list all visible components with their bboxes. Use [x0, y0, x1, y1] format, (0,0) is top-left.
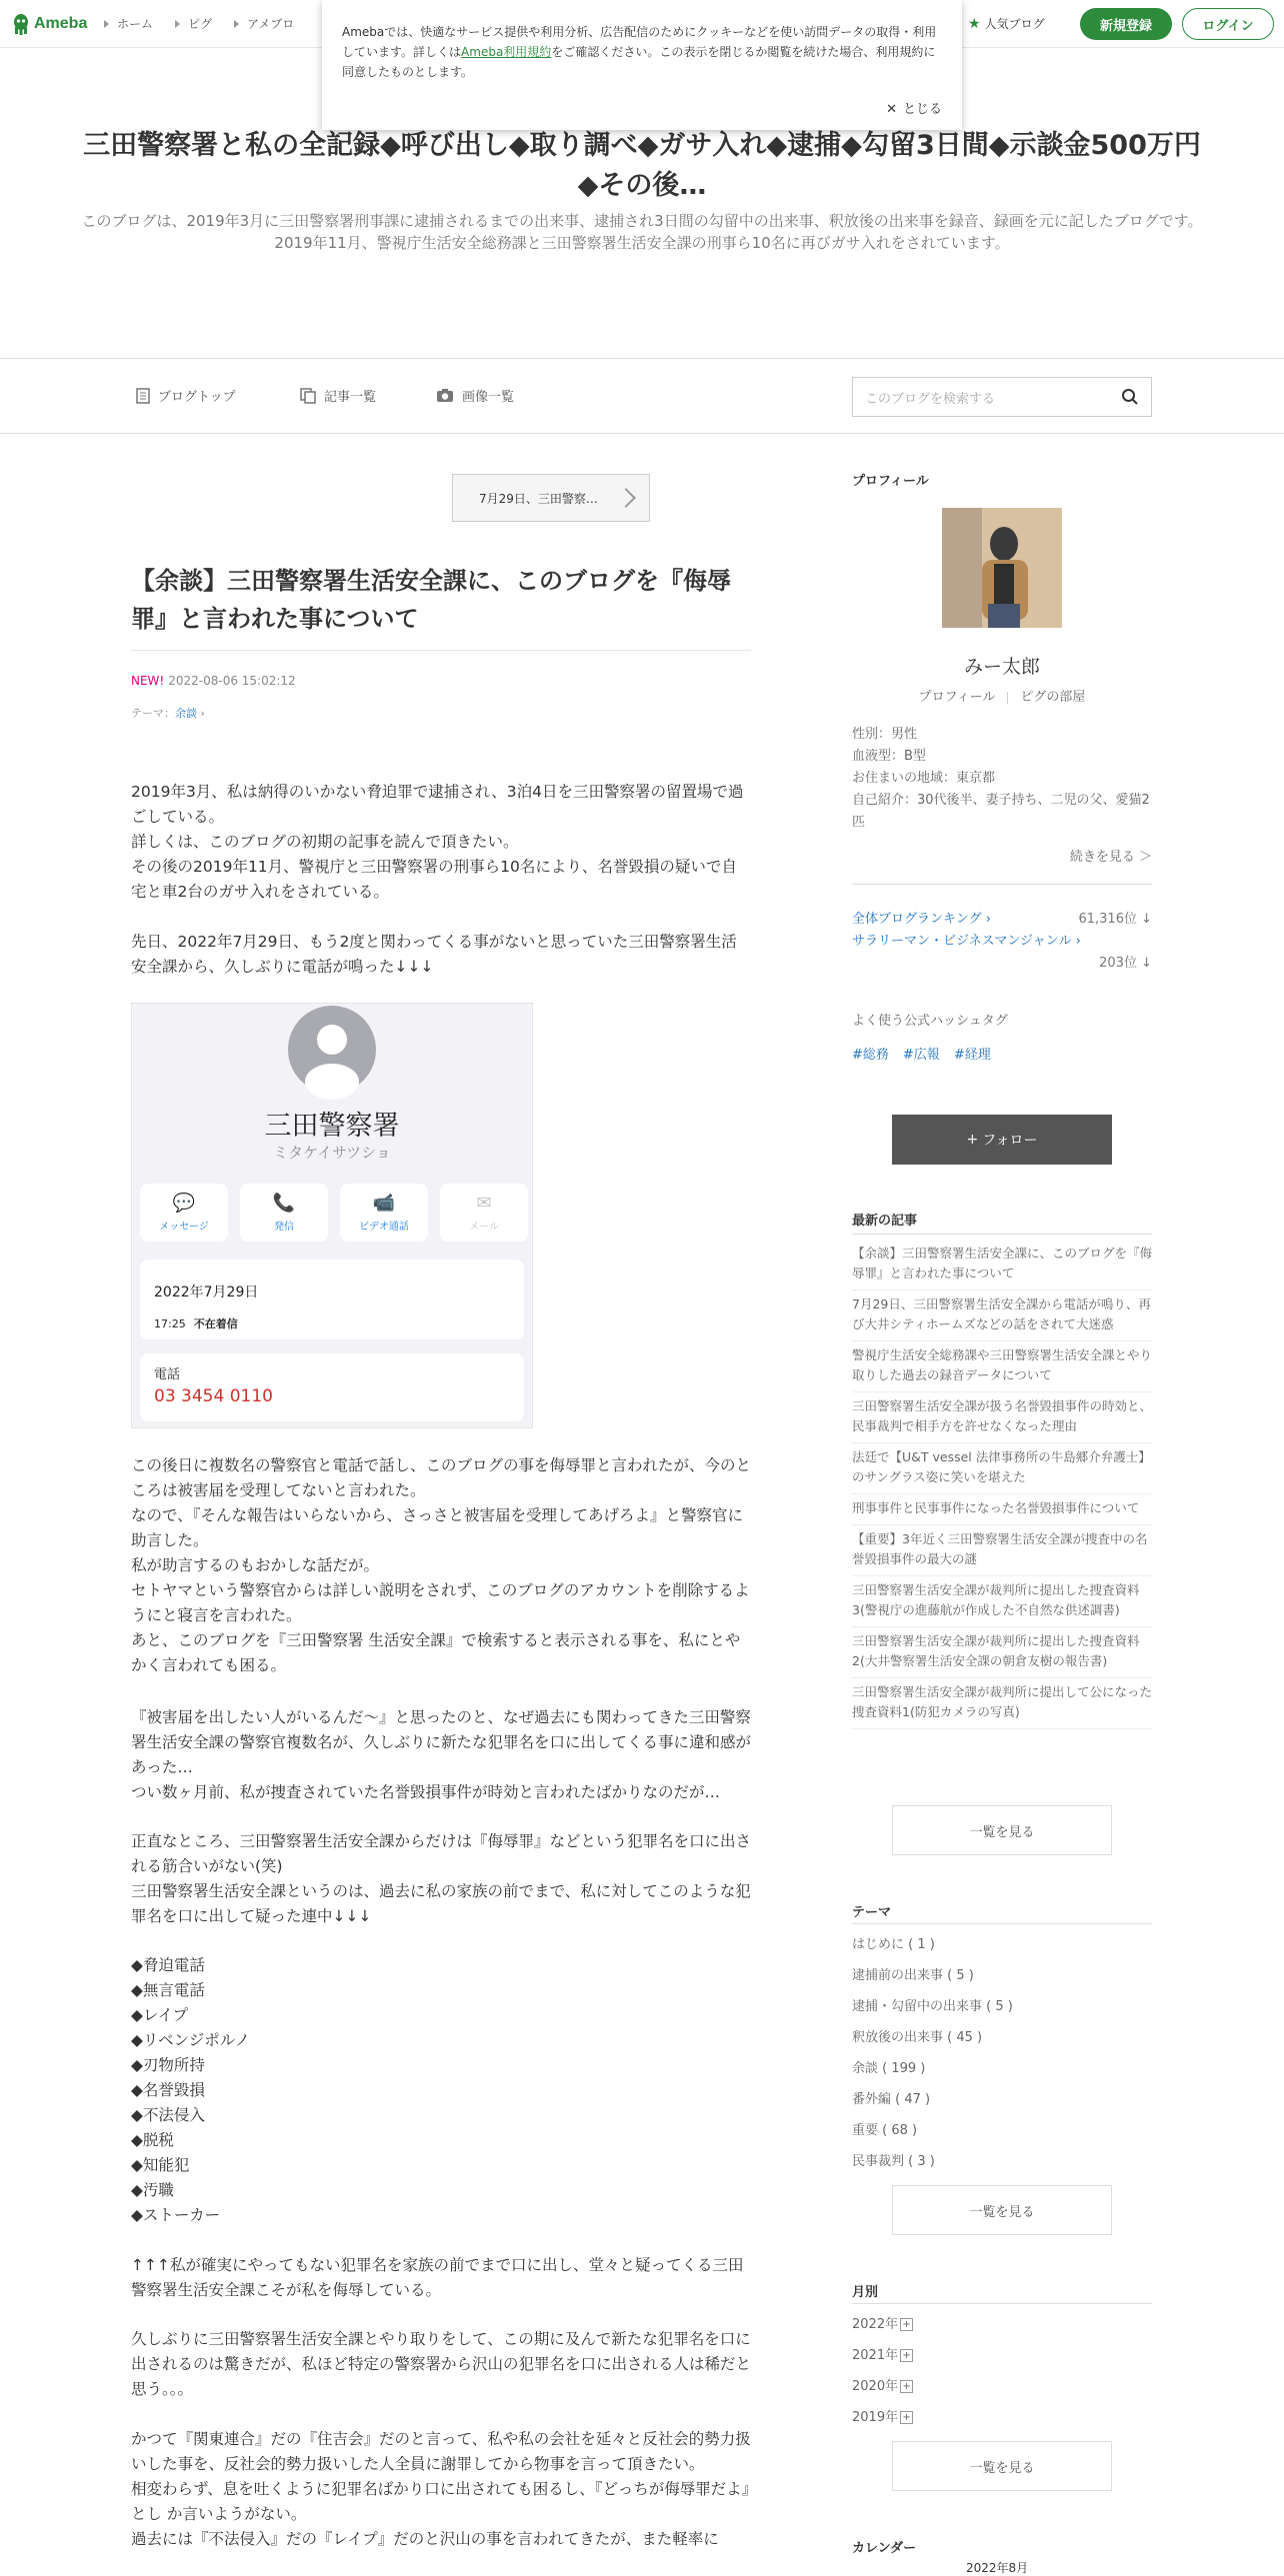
contact-avatar-icon [288, 1006, 376, 1094]
document-icon [136, 388, 150, 404]
text-line: セトヤマという警察官からは詳しい説明をされず、このブログのアカウントを削除するようにと寝言を言われた。 [131, 1581, 750, 1624]
list-item: ◆刃物所持 [131, 2056, 205, 2074]
article-datetime: 2022-08-06 15:02:12 [168, 674, 296, 688]
phone-icon: 📞 [272, 1193, 296, 1214]
call-time: 17:25 [154, 1317, 186, 1330]
recent-article-link[interactable]: 刑事事件と民事事件になった名誉毀損事件について [852, 1494, 1152, 1525]
crown-icon: ★ [968, 15, 981, 32]
list-item: ◆ストーカー [131, 2206, 221, 2224]
article-paragraph: 久しぶりに三田警察署生活安全課とやり取りをして、この期に及んで新たな犯罪名を口に出されるのは驚きだが、私ほど特定の警察署から沢山の犯罪名を口に出される人は稀だと思う。。。 [131, 2330, 752, 2398]
chevron-right-icon [104, 20, 109, 28]
text-line: 三田警察署生活安全課というのは、過去に私の家族の前でまで、私に対してこのような犯罪名を口に出して疑った連中↓↓↓ [131, 1882, 751, 1925]
contact-name: 三田警察署 [264, 1111, 400, 1142]
copy-icon [300, 388, 316, 404]
theme-list [852, 1929, 1152, 2177]
list-item: ◆汚職 [131, 2181, 174, 2199]
chevron-right-icon [175, 20, 180, 28]
calendar-heading: カレンダー [852, 2541, 917, 2556]
nav-ameblo[interactable] [234, 15, 294, 32]
call-details-card [140, 1260, 524, 1339]
cookie-close-label: とじる [902, 102, 942, 117]
ameba-logo[interactable] [12, 12, 87, 36]
list-item: ◆無言電話 [131, 1981, 205, 1999]
text-line: 詳しくは、このブログの初期の記事を読んで頂きたい。 [131, 833, 519, 851]
theme-link[interactable]: 余談 [175, 707, 197, 720]
month-archive [852, 2309, 1152, 2433]
list-item: ◆名誉毀損 [131, 2081, 205, 2099]
recent-article-link[interactable]: 7月29日、三田警察署生活安全課から電話が鳴り、再び大井シティホームズなどの話をされて大迷惑 [852, 1290, 1152, 1341]
video-action [340, 1184, 428, 1242]
theme-item[interactable]: 重要 ( 68 ) [852, 2123, 918, 2138]
text-line: その後の2019年11月、警視庁と三田警察署の刑事ら10名により、名誉毀損の疑いで自宅と車2台のガサ入れをされている。 [131, 858, 737, 901]
theme-list-button[interactable]: 一覧を見る [892, 2185, 1112, 2235]
recent-article-link[interactable]: 法廷で【U&T vessel 法律事務所の牛島郷介弁護士】のサングラス姿に笑いを堪えた [852, 1443, 1152, 1494]
theme-prefix: テーマ： [131, 707, 175, 720]
expand-icon[interactable]: + [900, 2349, 913, 2362]
crime-list [131, 1953, 751, 2228]
divider [852, 884, 1152, 885]
video-icon: 📹 [372, 1193, 396, 1214]
profile-info-line: 自己紹介：30代後半、妻子持ち、二児の父、愛猫2匹 [852, 793, 1150, 830]
nav-ameblo-label: アメブロ [247, 17, 295, 31]
theme-item[interactable]: 逮捕・勾留中の出来事 ( 5 ) [852, 1999, 1013, 2014]
nav-home-label: ホーム [117, 17, 154, 31]
divider [852, 1234, 1152, 1235]
profile-heading: プロフィール [852, 474, 929, 489]
tab-blog-top[interactable] [136, 386, 236, 405]
prev-article-label: 7月29日、三田警察… [479, 491, 598, 506]
recent-article-link[interactable]: 警視庁生活安全総務課や三田警察署生活安全課とやり取りした過去の録音データについて [852, 1341, 1152, 1392]
text-line: 正直なところ、三田警察署生活安全課からだけは『侮辱罪』などという犯罪名を口に出される筋合いがない(笑) [131, 1832, 752, 1875]
recent-article-link[interactable]: 三田警察署生活安全課が裁判所に提出した捜査資料3(警視庁の進藤航が作成した不自然な供述調書) [852, 1576, 1152, 1627]
text-line: なので、『そんな報告はいらないから、さっさと被害届を受理してあげろよ』と警察官に助言した。 [131, 1506, 743, 1549]
text-line: 相変わらず、息を吐くように犯罪名ばかり口に出されても困るし、『どっちが侮辱罪だよ』とし か言いようがない。 [131, 2480, 750, 2523]
theme-item[interactable]: 民事裁判 ( 3 ) [852, 2154, 935, 2169]
article-paragraph [131, 1453, 751, 1678]
ranking-genre-label: サラリーマン・ビジネスマンジャンル [852, 934, 1072, 949]
call-status: 不在着信 [193, 1317, 238, 1330]
phone-label: 電話 [154, 1367, 181, 1382]
month-label: 2020年 [852, 2379, 899, 2394]
new-badge: NEW! [131, 674, 165, 688]
text-line: 私が助言するのもおかしな話だが。 [131, 1556, 380, 1574]
blog-description-line: 2019年11月、警視庁生活安全総務課と三田警察署生活安全課の刑事ら10名に再びガサ入れをされています。 [274, 234, 1010, 252]
recent-article-link[interactable]: 三田警察署生活安全課が裁判所に提出して公になった捜査資料1(防犯カメラの写真) [852, 1678, 1152, 1729]
text-line: 『被害届を出したい人がいるんだ〜』と思ったのと、なぜ過去にも関わってきた三田警察署生活安全課の警察官複数名が、久しぶりに新たな犯罪名を口に出してくる事に違和感があった… [131, 1708, 752, 1776]
pig-room-link[interactable]: ピグの部屋 [1020, 690, 1086, 705]
article-paragraph: ↑↑↑私が確実にやってもない犯罪名を家族の前でまで口に出し、堂々と疑ってくる三田警察署生活安全課こそが私を侮辱している。 [131, 2256, 744, 2299]
chevron-right-icon [234, 20, 239, 28]
article-paragraph [131, 780, 751, 905]
divider [131, 650, 751, 651]
text-line: かつて『関東連合』だの『住吉会』だのと言って、私や私の会社を延々と反社会的勢力扱いした事を、反社会的勢力扱いした人全員に謝罪してから物事を言って頂きたい。 [131, 2430, 751, 2473]
text-line: あと、このブログを『三田警察署 生活安全課』で検索すると表示される事を、私にとやかく言われても困る。 [131, 1631, 741, 1674]
blog-description-line: このブログは、2019年3月に三田警察署刑事課に逮捕されるまでの出来事、逮捕され3日間の勾留中の出来事、釈放後の出来事を録音、録画を元に記したブログです。 [81, 212, 1203, 230]
expand-icon[interactable]: + [900, 2411, 913, 2424]
ranking-all-label: 全体ブログランキング [852, 912, 982, 927]
recent-list-button[interactable]: 一覧を見る [892, 1805, 1112, 1855]
global-nav [104, 15, 294, 32]
plus-icon: + [966, 1132, 979, 1148]
ranking-genre-value: 203位 ↓ [1099, 956, 1152, 971]
contact-actions [140, 1184, 528, 1242]
terms-link[interactable]: Ameba利用規約 [461, 45, 552, 59]
call-date: 2022年7月29日 [154, 1285, 259, 1300]
action-label: 発信 [274, 1222, 294, 1233]
tab-image-list-label: 画像一覧 [462, 390, 515, 405]
recent-articles [852, 1240, 1152, 1729]
month-item[interactable] [852, 2340, 1152, 2371]
close-icon: ✕ [886, 102, 897, 117]
article-theme: テーマ：余談 › [131, 707, 205, 720]
blog-title[interactable]: 三田警察署と私の全記録◆呼び出し◆取り調べ◆ガサ入れ◆逮捕◆勾留3日間◆示談金500万円◆その後… [83, 130, 1201, 201]
profile-info-line: 性別：男性 [852, 727, 918, 742]
hashtag-list [852, 1044, 991, 1063]
profile-info [852, 724, 1152, 834]
list-item: ◆脱税 [131, 2131, 174, 2149]
month-label: 2021年 [852, 2348, 899, 2363]
text-line: 2019年3月、私は納得のいかない脅迫罪で逮捕され、3泊4日を三田警察署の留置場で過ごしている。 [131, 783, 744, 826]
ranking-all-value: 61,316位 ↓ [1078, 912, 1152, 927]
call-time-row [154, 1315, 510, 1331]
blog-description [80, 210, 1204, 254]
tab-blog-top-label: ブログトップ [158, 390, 236, 405]
call-action [240, 1184, 328, 1242]
divider [852, 2303, 1152, 2304]
phone-number: 03 3454 0110 [154, 1386, 273, 1406]
theme-item[interactable]: 逮捕前の出来事 ( 5 ) [852, 1968, 974, 1983]
profile-info-line: お住まいの地域：東京都 [852, 771, 996, 786]
profile-links [852, 686, 1152, 705]
list-item: ◆レイプ [131, 2006, 189, 2024]
profile-name[interactable]: みー太郎 [963, 656, 1040, 678]
profile-link[interactable]: プロフィール [918, 690, 996, 705]
recent-heading: 最新の記事 [852, 1214, 918, 1229]
action-label: メール [469, 1222, 499, 1233]
mail-action [440, 1184, 528, 1242]
theme-item[interactable]: 釈放後の出来事 ( 45 ) [852, 2030, 983, 2045]
cookie-close-button[interactable] [886, 100, 942, 120]
text-line: この後日に複数名の警察官と電話で話し、このブログの事を侮辱罪と言われたが、今のところは被害届を受理してないと言われた。 [131, 1456, 752, 1499]
contact-kana: ミタケイサツショ [273, 1144, 391, 1162]
hashtag-heading: よく使う公式ハッシュタグ [852, 1014, 1008, 1029]
hashtag-link[interactable]: #広報 [902, 1048, 940, 1063]
theme-item[interactable]: 余談 ( 199 ) [852, 2061, 926, 2076]
avatar[interactable] [942, 508, 1062, 628]
mail-icon: ✉ [476, 1193, 492, 1214]
search-icon[interactable] [1121, 388, 1139, 406]
article-paragraph [131, 1829, 751, 1929]
ameba-logo-icon [12, 13, 30, 35]
article-meta [131, 674, 296, 688]
recent-article-link[interactable]: 三田警察署生活安全課が裁判所に提出した捜査資料2(大井警察署生活安全課の朝倉友樹の報告書) [852, 1627, 1152, 1678]
month-label: 2022年 [852, 2317, 899, 2332]
logo-text: Ameba [34, 15, 88, 32]
text-line: 過去には『不法侵入』だの『レイプ』だのと沢山の事を言われてきたが、また軽率に [131, 2530, 719, 2548]
list-item: ◆脅迫電話 [131, 1956, 205, 1974]
follow-label: フォロー [982, 1133, 1038, 1149]
recent-article-link[interactable]: 【重要】3年近く三田警察署生活安全課が捜査中の名誉毀損事件の最大の謎 [852, 1525, 1152, 1576]
message-icon: 💬 [172, 1193, 196, 1214]
month-item[interactable] [852, 2402, 1152, 2433]
month-label: 2019年 [852, 2410, 899, 2425]
nav-pig[interactable] [175, 15, 212, 32]
cookie-text: Amebaでは、快適なサービス提供や利用分析、広告配信のためにクッキーなどを使い訪問データの取得・利用しています。詳しくは [342, 25, 937, 59]
article-paragraph: 先日、2022年7月29日、もう2度と関わってくる事がないと思っていた三田警察署生活安全課から、久しぶりに電話が鳴った↓↓↓ [131, 933, 737, 976]
list-item: ◆リベンジポルノ [131, 2031, 251, 2049]
prev-article-button[interactable] [452, 474, 650, 522]
popular-blogs-link[interactable] [968, 15, 1045, 32]
month-list-button[interactable]: 一覧を見る [892, 2441, 1112, 2491]
month-item[interactable] [852, 2309, 1152, 2340]
article-title[interactable]: 【余談】三田警察署生活安全課に、このブログを『侮辱罪』と言われた事について [131, 567, 731, 633]
chevron-right-icon [616, 488, 636, 508]
tab-article-list-label: 記事一覧 [324, 390, 377, 405]
search-placeholder: このブログを検索する [865, 391, 996, 407]
action-label: ビデオ通話 [359, 1222, 409, 1233]
calendar-month: 2022年8月 [966, 2561, 1029, 2575]
cookie-banner [322, 0, 962, 130]
expand-icon[interactable]: + [900, 2318, 913, 2331]
month-item[interactable] [852, 2371, 1152, 2402]
tab-image-list[interactable] [436, 386, 514, 405]
theme-item[interactable]: 番外編 ( 47 ) [852, 2092, 931, 2107]
article-paragraph [131, 1705, 751, 1805]
divider [1007, 692, 1008, 704]
action-label: メッセージ [159, 1222, 209, 1233]
list-item: ◆知能犯 [131, 2156, 190, 2174]
popular-blogs-label: 人気ブログ [984, 17, 1045, 31]
hashtag-link[interactable]: #経理 [953, 1048, 991, 1063]
ranking-genre[interactable]: サラリーマン・ビジネスマンジャンル › [852, 934, 1081, 949]
nav-pig-label: ピグ [188, 17, 213, 31]
profile-more-link[interactable]: 続きを見る ＞ [1069, 850, 1152, 865]
article-paragraph [131, 2427, 751, 2567]
month-heading: 月別 [852, 2285, 879, 2300]
hashtag-link[interactable]: #総務 [852, 1048, 889, 1063]
blog-nav [0, 358, 1284, 434]
theme-item[interactable]: はじめに ( 1 ) [852, 1937, 935, 1952]
register-button[interactable]: 新規登録 [1080, 8, 1172, 40]
tab-article-list[interactable] [300, 386, 376, 405]
recent-article-link[interactable]: 三田警察署生活安全課が扱う名誉毀損事件の時効と、民事裁判で相手方を許せなくなった理由 [852, 1392, 1152, 1443]
ranking-all[interactable]: 全体ブログランキング › 61,316位 ↓ [852, 908, 1152, 927]
follow-button[interactable] [892, 1115, 1112, 1165]
profile-info-line: 血液型：B型 [852, 749, 926, 764]
message-action [140, 1184, 228, 1242]
call-log-screenshot [131, 1003, 533, 1428]
theme-heading: テーマ [852, 1905, 892, 1920]
login-button[interactable]: ログイン [1182, 8, 1274, 40]
blog-search-input[interactable] [852, 377, 1152, 417]
divider [852, 1923, 1152, 1924]
phone-number-card [140, 1353, 524, 1421]
nav-home[interactable] [104, 15, 153, 32]
recent-article-link[interactable]: 【余談】三田警察署生活安全課に、このブログを『侮辱罪』と言われた事について [852, 1240, 1152, 1290]
list-item: ◆不法侵入 [131, 2106, 205, 2124]
camera-icon [436, 388, 454, 403]
text-line: つい数ヶ月前、私が捜査されていた名誉毀損事件が時効と言われたばかりなのだが… [131, 1783, 721, 1801]
expand-icon[interactable]: + [900, 2380, 913, 2393]
cookie-text-2: をご確認ください。この表示を閉じるか閲覧を続けた場合、利用規約に同意したものとします。 [342, 45, 936, 79]
